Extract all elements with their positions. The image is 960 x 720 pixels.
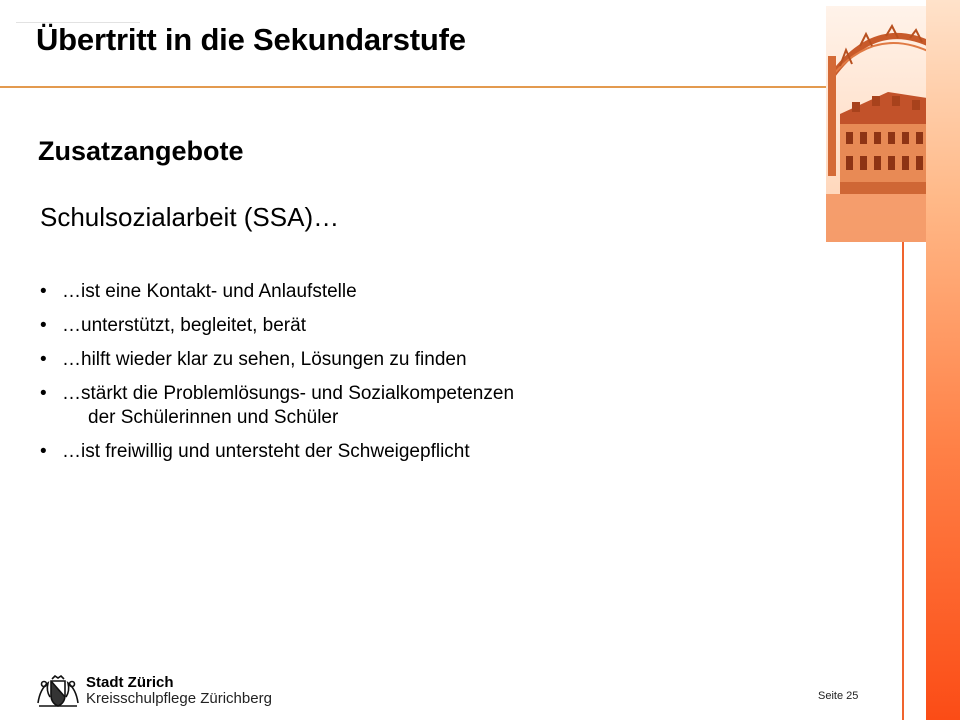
org-subtitle: Kreisschulpflege Zürichberg <box>86 690 272 707</box>
zurich-coat-of-arms-icon <box>36 675 80 709</box>
section-heading: Zusatzangebote <box>38 136 244 166</box>
bullet-item <box>40 440 740 464</box>
right-vertical-rule <box>902 242 904 720</box>
bullet-symbol: • <box>40 281 47 302</box>
slide-title: Übertritt in die Sekundarstufe <box>36 22 466 57</box>
title-divider <box>0 86 828 88</box>
bullet-item <box>40 280 740 304</box>
bullet-item <box>40 348 740 372</box>
bullet-symbol: • <box>40 441 47 462</box>
page-number: Seite 25 <box>818 690 859 702</box>
bullet-text: …hilft wieder klar zu sehen, Lösungen zu finden <box>62 349 467 370</box>
bullet-item <box>40 382 740 430</box>
org-name: Stadt Zürich <box>86 674 174 691</box>
bullet-symbol: • <box>40 315 47 336</box>
bullet-symbol: • <box>40 349 47 370</box>
decorative-color-band <box>926 0 960 720</box>
school-building-photo <box>826 6 940 242</box>
bullet-text-continuation: der Schülerinnen und Schüler <box>88 407 339 428</box>
bullet-text: …stärkt die Problemlösungs- und Sozialkompetenzen <box>62 383 515 404</box>
bullet-item <box>40 314 740 338</box>
bullet-symbol: • <box>40 383 47 404</box>
subheading: Schulsozialarbeit (SSA)… <box>40 202 340 232</box>
bullet-list <box>40 280 740 474</box>
bullet-text: …ist freiwillig und untersteht der Schweigepflicht <box>62 441 470 462</box>
bullet-text: …unterstützt, begleitet, berät <box>62 315 306 336</box>
bullet-text: …ist eine Kontakt- und Anlaufstelle <box>62 281 357 302</box>
